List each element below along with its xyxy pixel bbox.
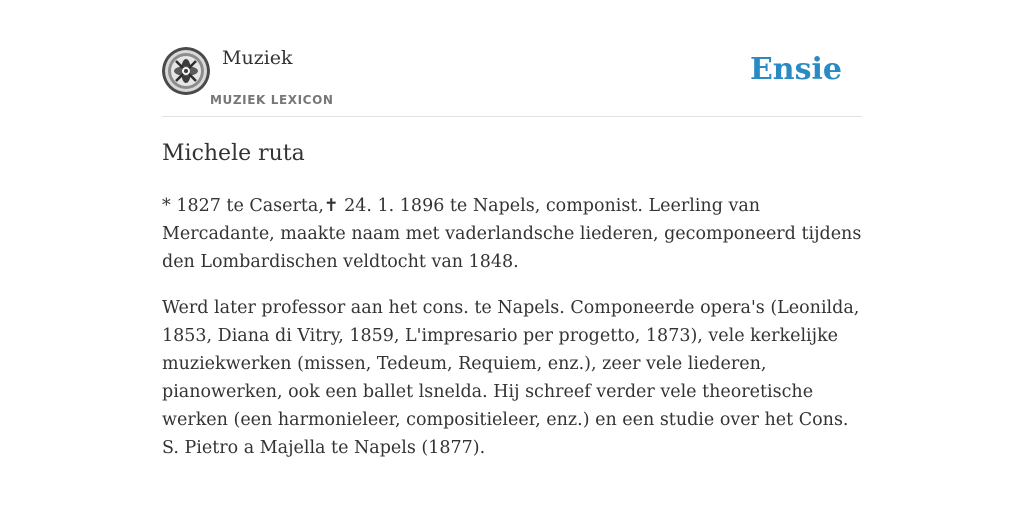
- article-paragraph: * 1827 te Caserta,✝ 24. 1. 1896 te Napels, componist. Leerling van Mercadante, maakte naam met vaderlandsche liederen, gecomponeerd tijdens den Lombardischen veldtocht van 1848.: [162, 196, 862, 272]
- music-ornament-icon[interactable]: [162, 47, 210, 95]
- brand-logo[interactable]: Ensie: [749, 52, 842, 87]
- site-name[interactable]: Muziek: [222, 47, 293, 69]
- page-title: Michele ruta: [162, 141, 305, 166]
- article-paragraph: Werd later professor aan het cons. te Napels. Componeerde opera's (Leonilda, 1853, Diana di Vitry, 1859, L'impresario per progetto, 1873), vele kerkelijke muziekwerken (missen, Tedeum, Requiem, enz.), zeer vele liederen, pianowerken, ook een ballet lsnelda. Hij schreef verder vele theoretische werken (een harmonieleer, compositieleer, enz.) en een studie over het Cons. S. Pietro a Majella te Napels (1877).: [162, 298, 860, 458]
- site-subtitle[interactable]: MUZIEK LEXICON: [210, 93, 334, 107]
- site-header: [162, 40, 862, 117]
- article-body: [162, 192, 862, 480]
